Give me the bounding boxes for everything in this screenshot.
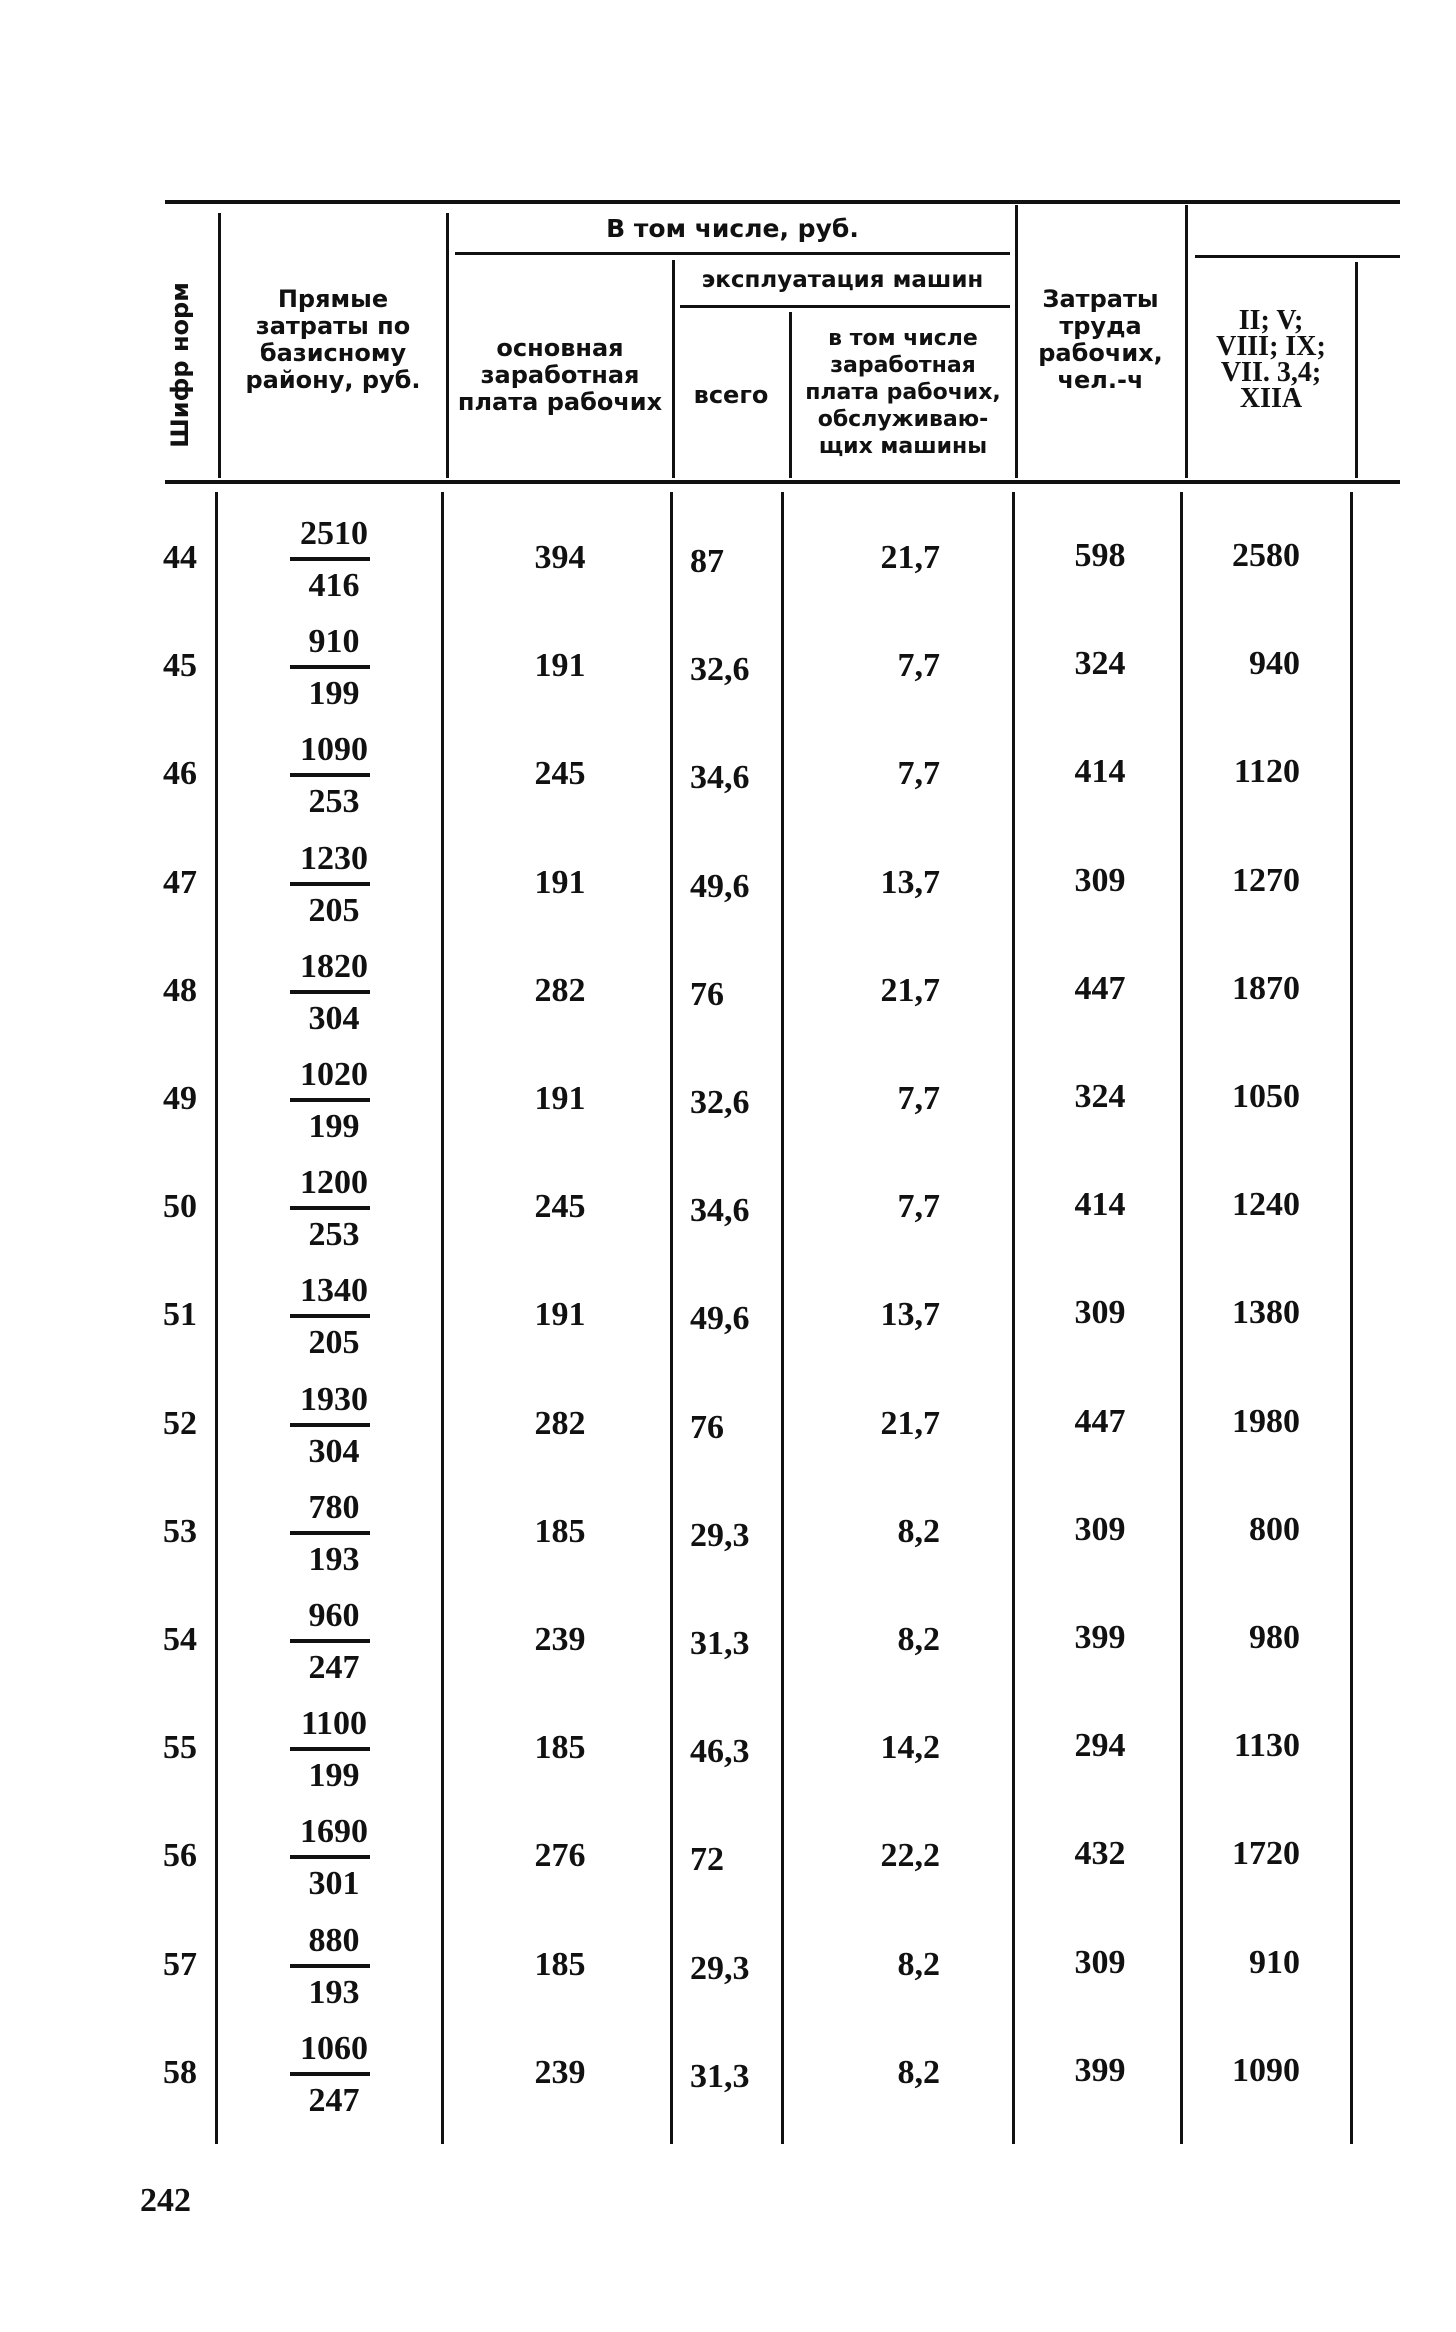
direct-cost-value: 880 [308,1921,360,1959]
direct-cost-value: 1340 [300,1272,368,1310]
direct-cost-wage-part: 247 [308,2081,360,2119]
region-cost-value: 1120 [1233,753,1300,791]
direct-cost-wage-part: 301 [308,1865,360,1903]
machine-total-value: 49,6 [690,1300,750,1338]
fraction-bar [290,665,370,669]
norm-code: 47 [163,863,197,901]
base-wage-value: 245 [534,1188,586,1226]
direct-cost-wage-part: 193 [308,1540,360,1578]
norm-code: 45 [163,647,197,685]
labor-hours-value: 414 [1074,1186,1126,1224]
machine-wage-value: 8,2 [897,1512,940,1550]
incl-group-rule [455,252,1010,255]
fraction-bar [290,990,370,994]
header-machine-total: всего [693,380,769,409]
base-wage-value: 191 [534,1080,586,1117]
direct-cost-value: 910 [308,623,360,661]
norm-code: 58 [163,2053,197,2091]
base-wage-value: 276 [534,1837,586,1875]
machine-total-value: 76 [690,975,724,1013]
machine-wage-value: 21,7 [880,1404,940,1442]
base-wage-value: 191 [534,647,586,685]
machine-wage-value: 14,2 [880,1729,940,1767]
direct-cost-value: 1090 [300,731,368,769]
region-cost-value: 1720 [1232,1835,1300,1873]
direct-cost-value: 1200 [300,1164,368,1202]
machine-total-value: 72 [690,1841,724,1879]
fraction-bar [290,1639,370,1643]
region-cost-value: 1980 [1232,1402,1300,1440]
direct-cost-wage-part: 304 [308,1432,360,1470]
norm-code: 46 [163,755,197,793]
header-code: Шифр норм [166,282,194,448]
labor-hours-value: 324 [1074,645,1126,683]
header-regions: II; V; VIII; IX; VII. 3,4; XIIA [1216,305,1326,414]
norm-code: 52 [163,1404,197,1442]
direct-cost-wage-part: 247 [308,1649,360,1686]
machine-total-value: 49,6 [690,867,750,905]
labor-hours-value: 324 [1074,1078,1126,1115]
machine-wage-value: 13,7 [880,863,940,901]
vline-2-head [446,213,449,478]
fraction-bar [290,2072,370,2076]
vline-7-body [1350,492,1353,2144]
vline-6-head [1185,205,1188,478]
labor-hours-value: 309 [1074,1510,1126,1548]
vline-6-body [1180,492,1183,2144]
vline-4-head [789,312,792,478]
header-base-wage: основная заработная плата рабочих [457,333,663,416]
header-including-group: В том числе, руб. [606,213,859,243]
vline-1-body [215,492,218,2144]
machine-total-value: 29,3 [690,1516,750,1554]
vline-5-body [1012,492,1015,2144]
direct-cost-wage-part: 205 [308,891,360,929]
machine-wage-value: 7,7 [897,755,940,793]
fraction-bar [290,1747,370,1751]
norm-code: 51 [163,1296,197,1334]
machine-wage-value: 8,2 [897,1945,940,1983]
base-wage-value: 185 [534,1945,586,1983]
fraction-bar [290,1314,370,1318]
labor-hours-value: 414 [1074,753,1126,791]
machine-wage-value: 21,7 [880,971,940,1009]
machine-total-value: 34,6 [690,1192,750,1230]
machine-wage-value: 22,2 [880,1837,940,1875]
labor-hours-value: 309 [1074,861,1126,899]
direct-cost-value: 1930 [300,1380,368,1418]
direct-cost-value: 2510 [300,515,368,552]
norm-code: 50 [163,1188,197,1226]
machine-total-value: 46,3 [690,1733,750,1771]
fraction-bar [290,1964,370,1968]
machine-wage-value: 7,7 [897,647,940,685]
header-machine-group: эксплуатация машин [701,266,984,293]
region-cost-value: 800 [1249,1510,1300,1548]
labor-hours-value: 447 [1074,1402,1126,1440]
machine-wage-value: 21,7 [880,539,940,576]
direct-cost-value: 1690 [300,1813,368,1851]
vline-2-body [441,492,444,2144]
fraction-bar [290,1423,370,1427]
machine-group-rule [680,305,1010,308]
machine-total-value: 76 [690,1408,724,1446]
region-cost-value: 1240 [1232,1186,1300,1224]
table-top-rule [165,200,1400,204]
region-cost-value: 1050 [1232,1078,1300,1115]
labor-hours-value: 309 [1074,1294,1126,1332]
labor-hours-value: 399 [1074,2051,1126,2089]
machine-total-value: 31,3 [690,1625,750,1662]
region-cost-value: 1130 [1233,1727,1300,1765]
norm-code: 53 [163,1512,197,1550]
direct-cost-wage-part: 253 [308,783,360,821]
direct-cost-wage-part: 304 [308,999,360,1037]
direct-cost-value: 1060 [300,2029,368,2067]
fraction-bar [290,773,370,777]
base-wage-value: 191 [534,1296,586,1334]
direct-cost-value: 1230 [300,839,368,877]
direct-cost-wage-part: 205 [308,1324,360,1362]
norm-code: 57 [163,1945,197,1983]
fraction-bar [290,882,370,886]
machine-total-value: 32,6 [690,1084,750,1121]
region-cost-value: 1870 [1232,969,1300,1007]
base-wage-value: 239 [534,1621,586,1658]
region-cost-value: 1270 [1232,861,1300,899]
base-wage-value: 394 [534,539,586,576]
labor-hours-value: 447 [1074,969,1126,1007]
page-number: 242 [140,2182,191,2219]
region-cost-value: 910 [1249,1943,1300,1981]
fraction-bar [290,557,370,561]
machine-wage-value: 7,7 [897,1080,940,1117]
norm-code: 48 [163,971,197,1009]
labor-hours-value: 432 [1074,1835,1126,1873]
labor-hours-value: 309 [1074,1943,1126,1981]
norm-code: 49 [163,1080,197,1117]
norm-code: 56 [163,1837,197,1875]
machine-wage-value: 7,7 [897,1188,940,1226]
vline-1-head [218,213,221,478]
machine-wage-value: 13,7 [880,1296,940,1334]
region-cost-value: 940 [1249,645,1300,683]
machine-total-value: 87 [690,543,724,580]
direct-cost-wage-part: 416 [308,567,360,604]
direct-cost-value: 780 [308,1488,360,1526]
direct-cost-value: 1820 [300,947,368,985]
region-cost-value: 980 [1249,1619,1300,1656]
machine-wage-value: 8,2 [897,2053,940,2091]
header-labor: Затраты труда рабочих, чел.-ч [1038,285,1163,394]
region-cost-value: 2580 [1232,537,1300,574]
direct-cost-wage-part: 199 [308,675,360,713]
labor-hours-value: 399 [1074,1619,1126,1656]
direct-cost-wage-part: 199 [308,1108,360,1145]
direct-cost-value: 1020 [300,1056,368,1093]
direct-cost-value: 960 [308,1597,360,1634]
labor-hours-value: 598 [1074,537,1126,574]
base-wage-value: 282 [534,1404,586,1442]
machine-total-value: 29,3 [690,1949,750,1987]
base-wage-value: 282 [534,971,586,1009]
vline-7-head [1355,262,1358,478]
norm-code: 55 [163,1729,197,1767]
fraction-bar [290,1531,370,1535]
machine-total-value: 34,6 [690,759,750,797]
labor-hours-value: 294 [1074,1727,1126,1765]
header-direct-costs: Прямые затраты по базисному району, руб. [245,285,421,394]
base-wage-value: 239 [534,2053,586,2091]
regions-group-rule [1195,255,1400,258]
machine-wage-value: 8,2 [897,1621,940,1658]
header-bottom-rule [165,480,1400,484]
fraction-bar [290,1098,370,1102]
base-wage-value: 245 [534,755,586,793]
base-wage-value: 185 [534,1729,586,1767]
machine-total-value: 32,6 [690,651,750,689]
norm-code: 44 [163,539,197,576]
fraction-bar [290,1855,370,1859]
vline-3-body [670,492,673,2144]
base-wage-value: 185 [534,1512,586,1550]
region-cost-value: 1090 [1232,2051,1300,2089]
norm-code: 54 [163,1621,197,1658]
direct-cost-wage-part: 199 [308,1757,360,1795]
machine-total-value: 31,3 [690,2057,750,2095]
direct-cost-wage-part: 193 [308,1973,360,2011]
direct-cost-value: 1100 [300,1705,368,1743]
fraction-bar [290,1206,370,1210]
region-cost-value: 1380 [1232,1294,1300,1332]
base-wage-value: 191 [534,863,586,901]
header-machine-wage: в том числе заработная плата рабочих, обслуживаю- щих машины [805,326,1001,459]
direct-cost-wage-part: 253 [308,1216,360,1254]
